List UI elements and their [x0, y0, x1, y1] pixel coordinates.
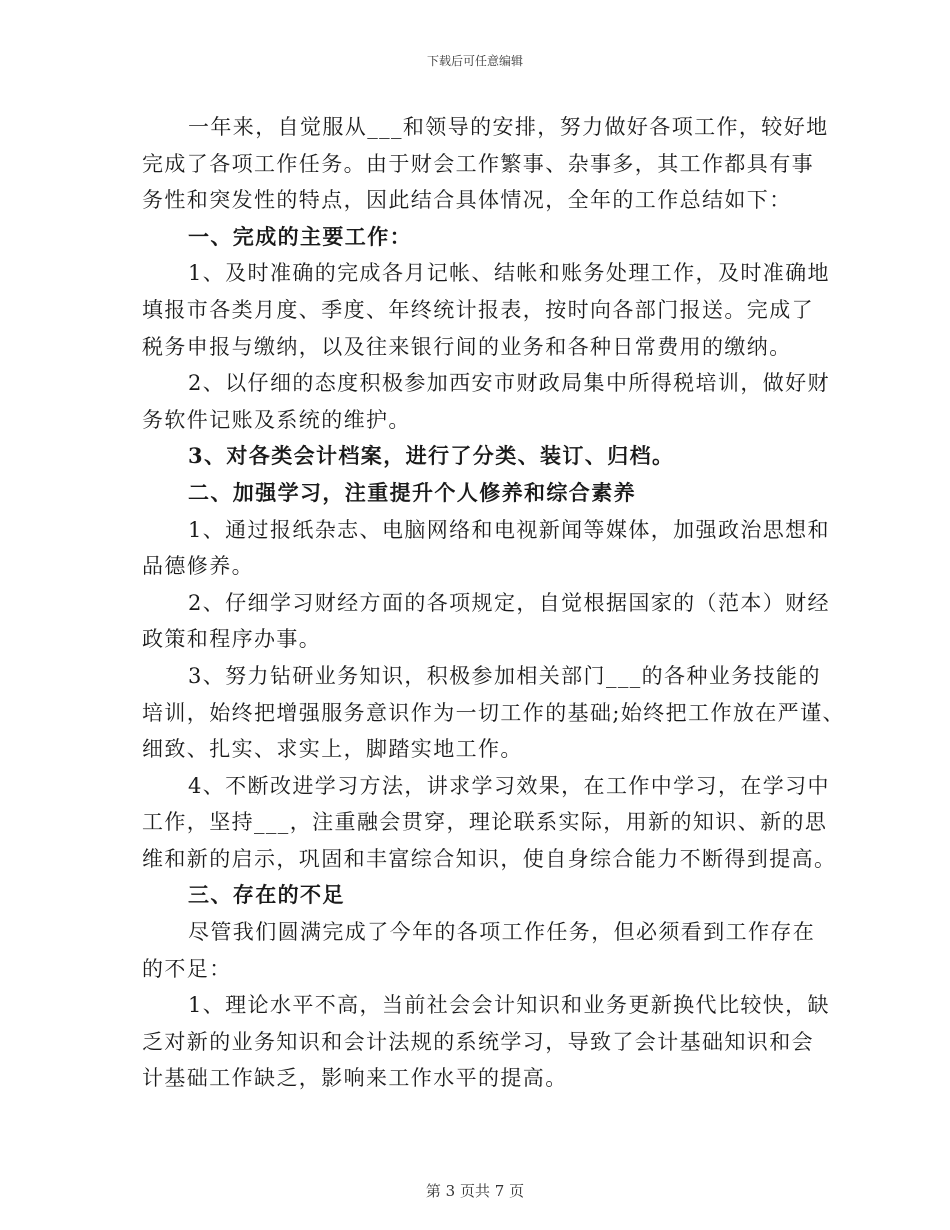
text-line: 品德修养。 [142, 554, 254, 579]
text-line: 2、仔细学习财经方面的各项规定，自觉根据国家的（范本）财经 [188, 590, 830, 615]
text-line: 政策和程序办事。 [142, 627, 322, 652]
text-line: 1、及时准确的完成各月记帐、结帐和账务处理工作，及时准确地 [188, 261, 830, 286]
text-line: 一年来，自觉服从___和领导的安排，努力做好各项工作，较好地 [188, 115, 829, 139]
text-line: 税务申报与缴纳，以及往来银行间的业务和各种日常费用的缴纳。 [142, 334, 792, 359]
text-line: 2、以仔细的态度积极参加西安市财政局集中所得税培训，做好财 [188, 371, 830, 396]
text-line: 3、努力钻研业务知识，积极参加相关部门___的各种业务技能的 [188, 663, 821, 688]
section-heading-line: 三、存在的不足 [188, 882, 345, 908]
text-line: 完成了各项工作任务。由于财会工作繁事、杂事多，其工作都具有事 [142, 151, 814, 176]
text-line: 乏对新的业务知识和会计法规的系统学习，导致了会计基础知识和会 [142, 1029, 814, 1054]
text-line: 尽管我们圆满完成了今年的各项工作任务，但必须看到工作存在 [188, 920, 816, 945]
page-header: 下载后可任意编辑 [426, 54, 523, 68]
text-line: 填报市各类月度、季度、年终统计报表，按时向各部门报送。完成了 [142, 297, 814, 322]
text-line: 维和新的启示，巩固和丰富综合知识，使自身综合能力不断得到提高。 [142, 846, 837, 871]
section-heading-line: 3、对各类会计档案，进行了分类、装订、归档。 [188, 443, 675, 469]
document-body [142, 109, 845, 1097]
section-heading-line: 二、加强学习，注重提升个人修养和综合素养 [188, 479, 636, 505]
page-footer: 第 3 页共 7 页 [425, 1182, 525, 1200]
text-line: 计基础工作缺乏，影响来工作水平的提高。 [142, 1066, 568, 1091]
text-line: 务软件记账及系统的维护。 [142, 407, 411, 432]
text-line: 培训，始终把增强服务意识作为一切工作的基础;始终把工作放在严谨、 [142, 700, 845, 725]
text-line: 工作，坚持___，注重融会贯穿，理论联系实际，用新的知识、新的思 [142, 810, 828, 835]
section-heading-line: 一、完成的主要工作： [188, 223, 412, 249]
text-line: 1、理论水平不高，当前社会会计知识和业务更新换代比较快，缺 [188, 993, 830, 1018]
text-line: 务性和突发性的特点，因此结合具体情况，全年的工作总结如下： [142, 188, 792, 213]
text-line: 1、通过报纸杂志、电脑网络和电视新闻等媒体，加强政治思想和 [188, 517, 830, 542]
text-line: 的不足： [142, 956, 232, 981]
text-line: 细致、扎实、求实上，脚踏实地工作。 [142, 737, 523, 762]
text-line: 4、不断改进学习方法，讲求学习效果，在工作中学习，在学习中 [188, 773, 830, 798]
